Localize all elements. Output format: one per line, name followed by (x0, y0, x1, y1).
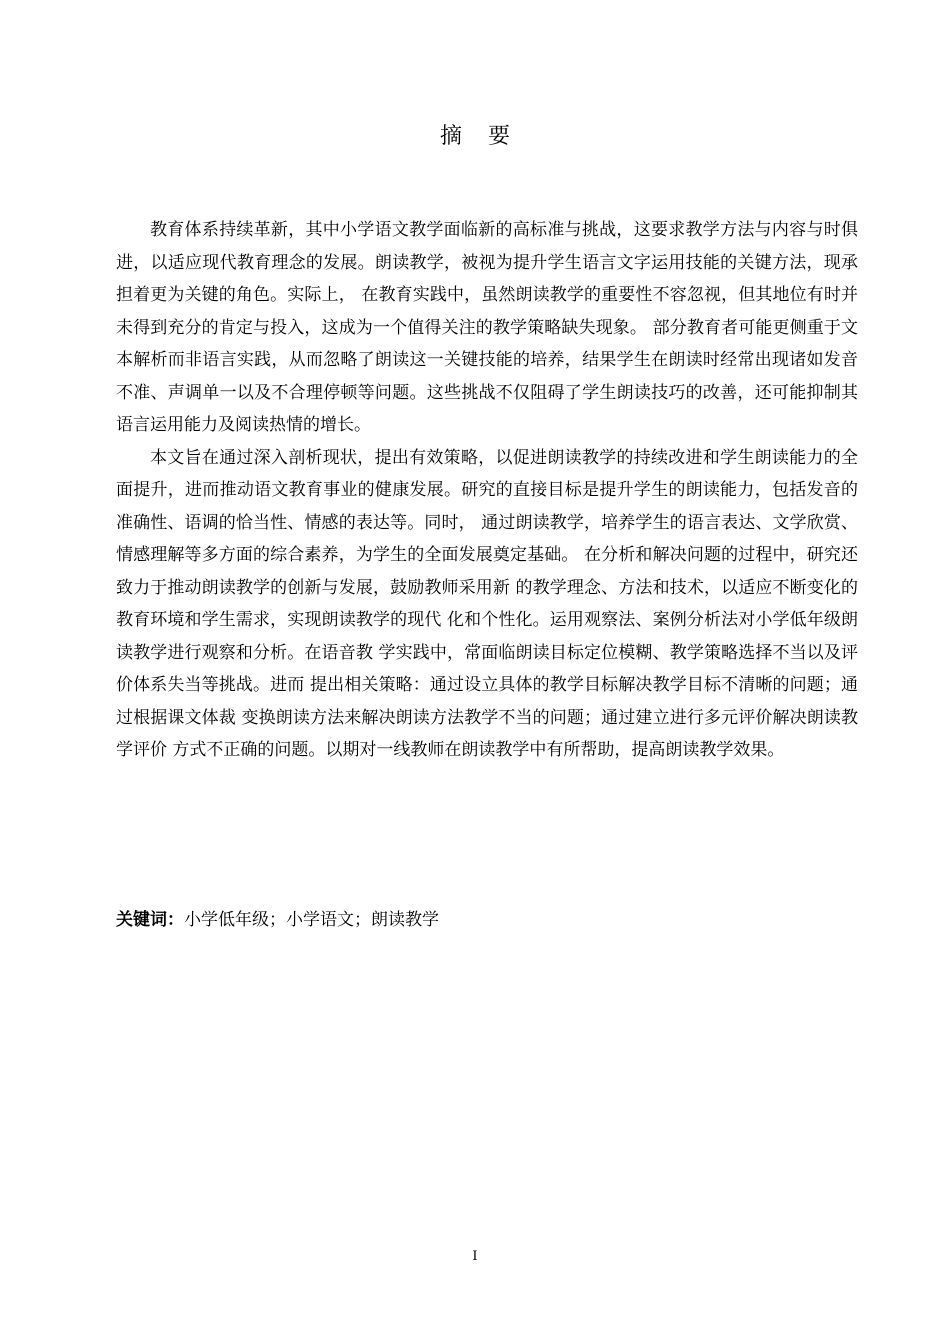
keywords-line (116, 905, 439, 935)
page-number: I (472, 1249, 478, 1264)
keywords-label: 关键词： (116, 910, 184, 930)
abstract-paragraph-1: 教育体系持续革新，其中小学语文教学面临新的高标准与挑战，这要求教学方法与内容与时俱进，以适应现代教育理念的发展。朗读教学，被视为提升学生语言文字运用技能的关键方法，现承担着更为关键的角色。实际上， 在教育实践中，虽然朗读教学的重要性不容忽视，但其地位有时并未得到充分的肯定与投入，这成为一个值得关注的教学策略缺失现象。 部分教育者可能更侧重于文本解析而非语言实践，从而忽略了朗读这一关键技能的培养，结果学生在朗读时经常出现诸如发音不准、声调单一以及不合理停顿等问题。这些挑战不仅阻碍了学生朗读技巧的改善，还可能抑制其语言运用能力及阅读热情的增长。 (116, 220, 858, 435)
keywords-value: 小学低年级；小学语文；朗读教学 (184, 910, 439, 930)
abstract-body (116, 214, 858, 767)
page-title: 摘要 (439, 124, 536, 149)
abstract-paragraph-2: 本文旨在通过深入剖析现状，提出有效策略，以促进朗读教学的持续改进和学生朗读能力的全面提升，进而推动语文教育事业的健康发展。研究的直接目标是提升学生的朗读能力，包括发音的准确性、语调的恰当性、情感的表达等。同时， 通过朗读教学，培养学生的语言表达、文学欣赏、情感理解等多方面的综合素养，为学生的全面发展奠定基础。 在分析和解决问题的过程中，研究还致力于推动朗读教学的创新与发展，鼓励教师采用新 的教学理念、方法和技术，以适应不断变化的教育环境和学生需求，实现朗读教学的现代 化和个性化。运用观察法、案例分析法对小学低年级朗读教学进行观察和分析。在语音教 学实践中，常面临朗读目标定位模糊、教学策略选择不当以及评价体系失当等挑战。进而 提出相关策略：通过设立具体的教学目标解决教学目标不清晰的问题；通过根据课文体裁 变换朗读方法来解决朗读方法教学不当的问题；通过建立进行多元评价解决朗读教学评价 方式不正确的问题。以期对一线教师在朗读教学中有所帮助，提高朗读教学效果。 (116, 447, 858, 760)
